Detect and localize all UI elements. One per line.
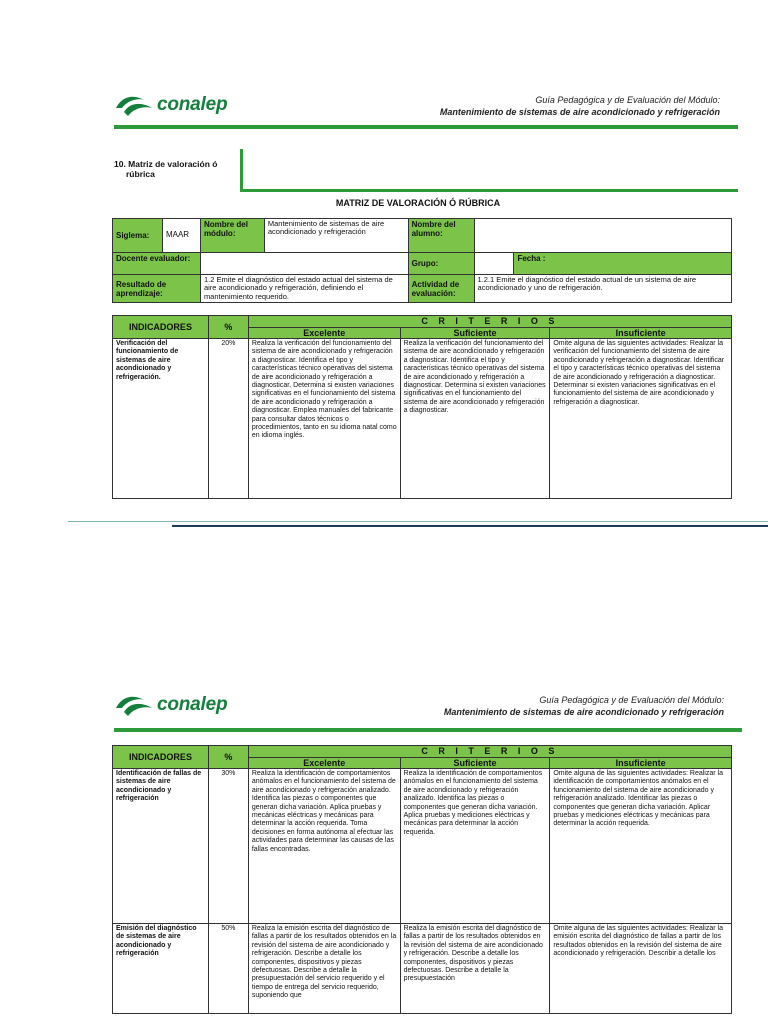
col-criterios: C R I T E R I O S <box>248 746 731 758</box>
conalep-logo <box>114 692 227 718</box>
pct-cell: 20% <box>208 339 248 499</box>
insuficiente-cell: Omite alguna de las siguientes actividades: Realizar la verificación del funcionamiento del sistema de aire acondicionado y refrigeración a diagnosticar. Identificar el tipo y características técnico operativas del sistema de aire acondicionado y refrigeración a diagnosticar. Determinar si existen variaciones significativas en el funcionamiento del sistema de aire acondicionado y refrigeración a diagnosticar. <box>550 339 732 499</box>
col-suficiente: Suficiente <box>400 328 550 339</box>
rubric-table-page-2 <box>112 745 732 1014</box>
modulo-label: Nombre del módulo: <box>200 219 264 253</box>
sigla-value: MAAR <box>162 219 200 253</box>
table-row <box>113 769 732 924</box>
rubric-table-page-1 <box>112 315 732 499</box>
col-suficiente: Suficiente <box>400 758 550 769</box>
header-divider <box>114 728 742 732</box>
indicador-cell: Verificación del funcionamiento de sistemas de aire acondicionado y refrigeración. <box>113 339 209 499</box>
logo-text: conalep <box>157 694 228 715</box>
suficiente-cell: Realiza la emisión escrita del diagnóstico de fallas a partir de los resultados obtenidos en la revisión del sistema de aire acondicionado y refrigeración. Describe a detalle los componentes, dispositivos y piezas defectuosas. Describe a detalle la presupuestación <box>400 924 550 1014</box>
col-insuficiente: Insuficiente <box>550 758 732 769</box>
excelente-cell: Realiza la emisión escrita del diagnóstico de fallas a partir de los resultados obtenidos en la revisión del sistema de aire acondicionado y refrigeración. Describe a detalle los componentes, dispositivos y piezas defectuosas. Describe a detalle la presupuestación del servicio requerido y el tiempo de entrega del servicio requerido, suponiendo que <box>248 924 400 1014</box>
logo-text: conalep <box>157 94 228 115</box>
indicador-cell: Emisión del diagnóstico de sistemas de aire acondicionado y refrigeración <box>113 924 209 1014</box>
actividad-value: 1.2.1 Emite el diagnóstico del estado actual de un sistema de aire acondicionado y uno de refrigeración. <box>474 275 731 303</box>
conalep-logo-icon <box>114 92 154 118</box>
col-indicadores: INDICADORES <box>113 316 209 339</box>
header-divider <box>114 125 738 129</box>
section-frame-vertical <box>240 149 243 192</box>
section-frame-horizontal <box>240 189 738 192</box>
table-row <box>113 339 732 499</box>
section-title-line1: 10. Matriz de valoración ó <box>114 159 218 169</box>
excelente-cell: Realiza la verificación del funcionamiento del sistema de aire acondicionado y refrigeración a diagnosticar. Identifica el tipo y características técnico operativas del sistema de aire acondicionado y refrigeración a diagnosticar. Determina si existen variaciones significativas en el funcionamiento del sistema de aire acondicionado y refrigeración a diagnosticar. Emplea manuales del fabricante para consultar datos técnicos o procedimientos, tanto en su idioma natal como en idioma inglés. <box>248 339 400 499</box>
sigla-label: Siglema: <box>113 219 163 253</box>
grupo-value <box>474 253 514 275</box>
alumno-label: Nombre del alumno: <box>408 219 474 253</box>
docente-label: Docente evaluador: <box>113 253 201 275</box>
conalep-logo <box>114 92 227 118</box>
col-excelente: Excelente <box>248 328 400 339</box>
col-indicadores: INDICADORES <box>113 746 209 769</box>
col-criterios: C R I T E R I O S <box>248 316 731 328</box>
resultado-label: Resultado de aprendizaje: <box>113 275 201 303</box>
footer-rule <box>68 521 768 522</box>
footer-rule-dark <box>172 525 768 527</box>
alumno-value <box>474 219 731 253</box>
document-page-1 <box>68 78 768 528</box>
resultado-value: 1.2 Emite el diagnóstico del estado actual del sistema de aire acondicionado y refrigeración, definiendo el mantenimiento requerido. <box>200 275 408 303</box>
table-row <box>113 924 732 1014</box>
col-insuficiente: Insuficiente <box>550 328 732 339</box>
insuficiente-cell: Omite alguna de las siguientes actividades: Realizar la identificación de comportamientos anómalos en el funcionamiento del sistema de aire acondicionado y refrigeración analizado. Identificar las piezas o componentes que generan dicha variación. Aplicar pruebas y mediciones eléctricas y mecánicas para determinar la acción requerida. <box>550 769 732 924</box>
section-title-line2: rúbrica <box>126 169 155 179</box>
info-table <box>112 218 732 303</box>
modulo-value: Mantenimiento de sistemas de aire acondicionado y refrigeración <box>264 219 408 253</box>
docente-value <box>200 253 408 275</box>
pct-cell: 30% <box>208 769 248 924</box>
suficiente-cell: Realiza la verificación del funcionamiento del sistema de aire acondicionado y refrigeración a diagnosticar. Identifica el tipo y características técnico operativas del sistema de aire acondicionado y refrigeración a diagnosticar. Determina si existen variaciones significativas en el funcionamiento del sistema de aire acondicionado y refrigeración a diagnosticar. <box>400 339 550 499</box>
header-subtitle: Mantenimiento de sistemas de aire acondicionado y refrigeración <box>443 707 724 717</box>
actividad-label: Actividad de evaluación: <box>408 275 474 303</box>
header-subtitle: Mantenimiento de sistemas de aire acondicionado y refrigeración <box>439 107 720 117</box>
section-title <box>114 159 217 179</box>
grupo-label: Grupo: <box>408 253 474 275</box>
document-header <box>440 94 720 118</box>
indicador-cell: Identificación de fallas de sistemas de aire acondicionado y refrigeración <box>113 769 209 924</box>
matrix-title: MATRIZ DE VALORACIÓN Ó RÚBRICA <box>335 198 501 208</box>
header-title: Guía Pedagógica y de Evaluación del Módulo: <box>535 95 720 105</box>
header-title: Guía Pedagógica y de Evaluación del Módulo: <box>539 695 724 705</box>
pct-cell: 50% <box>208 924 248 1014</box>
fecha-label: Fecha : <box>514 253 732 275</box>
col-excelente: Excelente <box>248 758 400 769</box>
document-page-2 <box>68 680 768 1024</box>
insuficiente-cell: Omite alguna de las siguientes actividades: Realizar la emisión escrita del diagnóstico de fallas a partir de los resultados obtenidos en la revisión del sistema de aire acondicionado y refrigeración. Describir a detalle los <box>550 924 732 1014</box>
excelente-cell: Realiza la identificación de comportamientos anómalos en el funcionamiento del sistema de aire acondicionado y refrigeración analizado. Identifica las piezas o componentes que generan dicha variación. Aplica pruebas y mecánicas eléctricas y mecánicas para determinar la acción requerida. Toma decisiones en forma autónoma al efectuar las actividades para determinar las causas de las fallas encontradas. <box>248 769 400 924</box>
suficiente-cell: Realiza la identificación de comportamientos anómalos en el funcionamiento del sistema de aire acondicionado y refrigeración analizado. Identifica las piezas o componentes que generan dicha variación. Aplica pruebas y mediciones eléctricas y mecánicas para determinar la acción requerida. <box>400 769 550 924</box>
col-pct: % <box>208 316 248 339</box>
conalep-logo-icon <box>114 692 154 718</box>
document-header <box>444 694 724 718</box>
col-pct: % <box>208 746 248 769</box>
